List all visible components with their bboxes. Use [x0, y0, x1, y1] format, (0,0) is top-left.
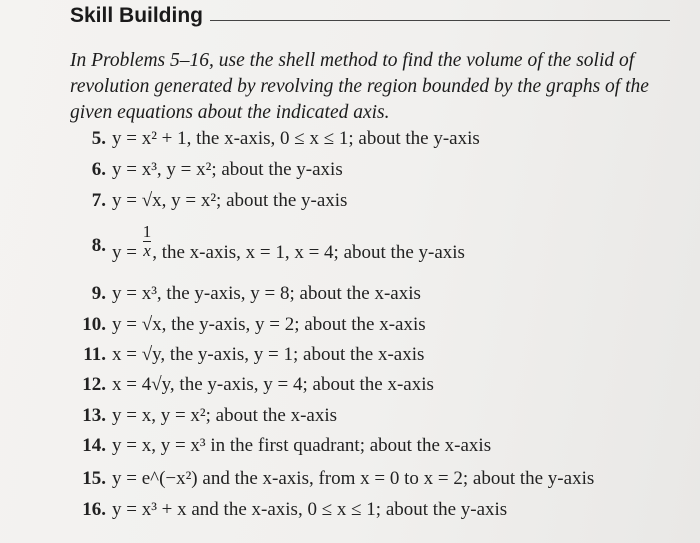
instructions-paragraph: In Problems 5–16, use the shell method to find the volume of the solid of revolution generated by revolving the region bounded by the graphs of the given equations about the indicated axis. [70, 50, 649, 123]
problem-number: 16. [82, 499, 106, 520]
problem-number: 9. [91, 283, 106, 304]
problem-number: 6. [91, 159, 106, 180]
problem-statement: y = √x, y = x²; about the y-axis [112, 190, 348, 211]
problem-number: 10. [82, 314, 106, 335]
problem-statement: y = √x, the y-axis, y = 2; about the x-axis [112, 314, 426, 335]
problem-statement [112, 222, 465, 263]
problem-statement: y = x² + 1, the x-axis, 0 ≤ x ≤ 1; about the y-axis [112, 128, 480, 149]
problem-number: 7. [91, 190, 106, 211]
heading-rule [210, 20, 670, 21]
problem-number: 5. [91, 128, 106, 149]
problem-number: 12. [82, 374, 106, 395]
problem-statement: y = x³, y = x²; about the y-axis [112, 159, 343, 180]
problem-number: 15. [82, 468, 106, 489]
equation-lhs: y = [112, 241, 142, 263]
problem-statement: y = x, y = x²; about the x-axis [112, 405, 338, 426]
problem-statement: x = √y, the y-axis, y = 1; about the x-axis [112, 344, 425, 365]
problem-statement: x = 4√y, the y-axis, y = 4; about the x-axis [112, 374, 434, 395]
problem-number: 11. [83, 344, 106, 365]
section-title: Skill Building [70, 4, 204, 27]
problem-statement: y = e^(−x²) and the x-axis, from x = 0 to x = 2; about the y-axis [112, 468, 595, 489]
problem-statement: y = x³ + x and the x-axis, 0 ≤ x ≤ 1; about the y-axis [112, 499, 508, 520]
fraction-denominator: x [143, 241, 151, 260]
section-heading [70, 4, 676, 34]
problem-number: 13. [82, 405, 106, 426]
problem-statement: y = x, y = x³ in the first quadrant; about the x-axis [112, 435, 492, 456]
problem-number: 8. [91, 235, 106, 256]
fraction-numerator: 1 [142, 222, 152, 241]
fraction [143, 223, 152, 260]
equation-rest: , the x-axis, x = 1, x = 4; about the y-axis [152, 241, 465, 263]
problem-number: 14. [82, 435, 106, 456]
problem-statement: y = x³, the y-axis, y = 8; about the x-axis [112, 283, 421, 304]
